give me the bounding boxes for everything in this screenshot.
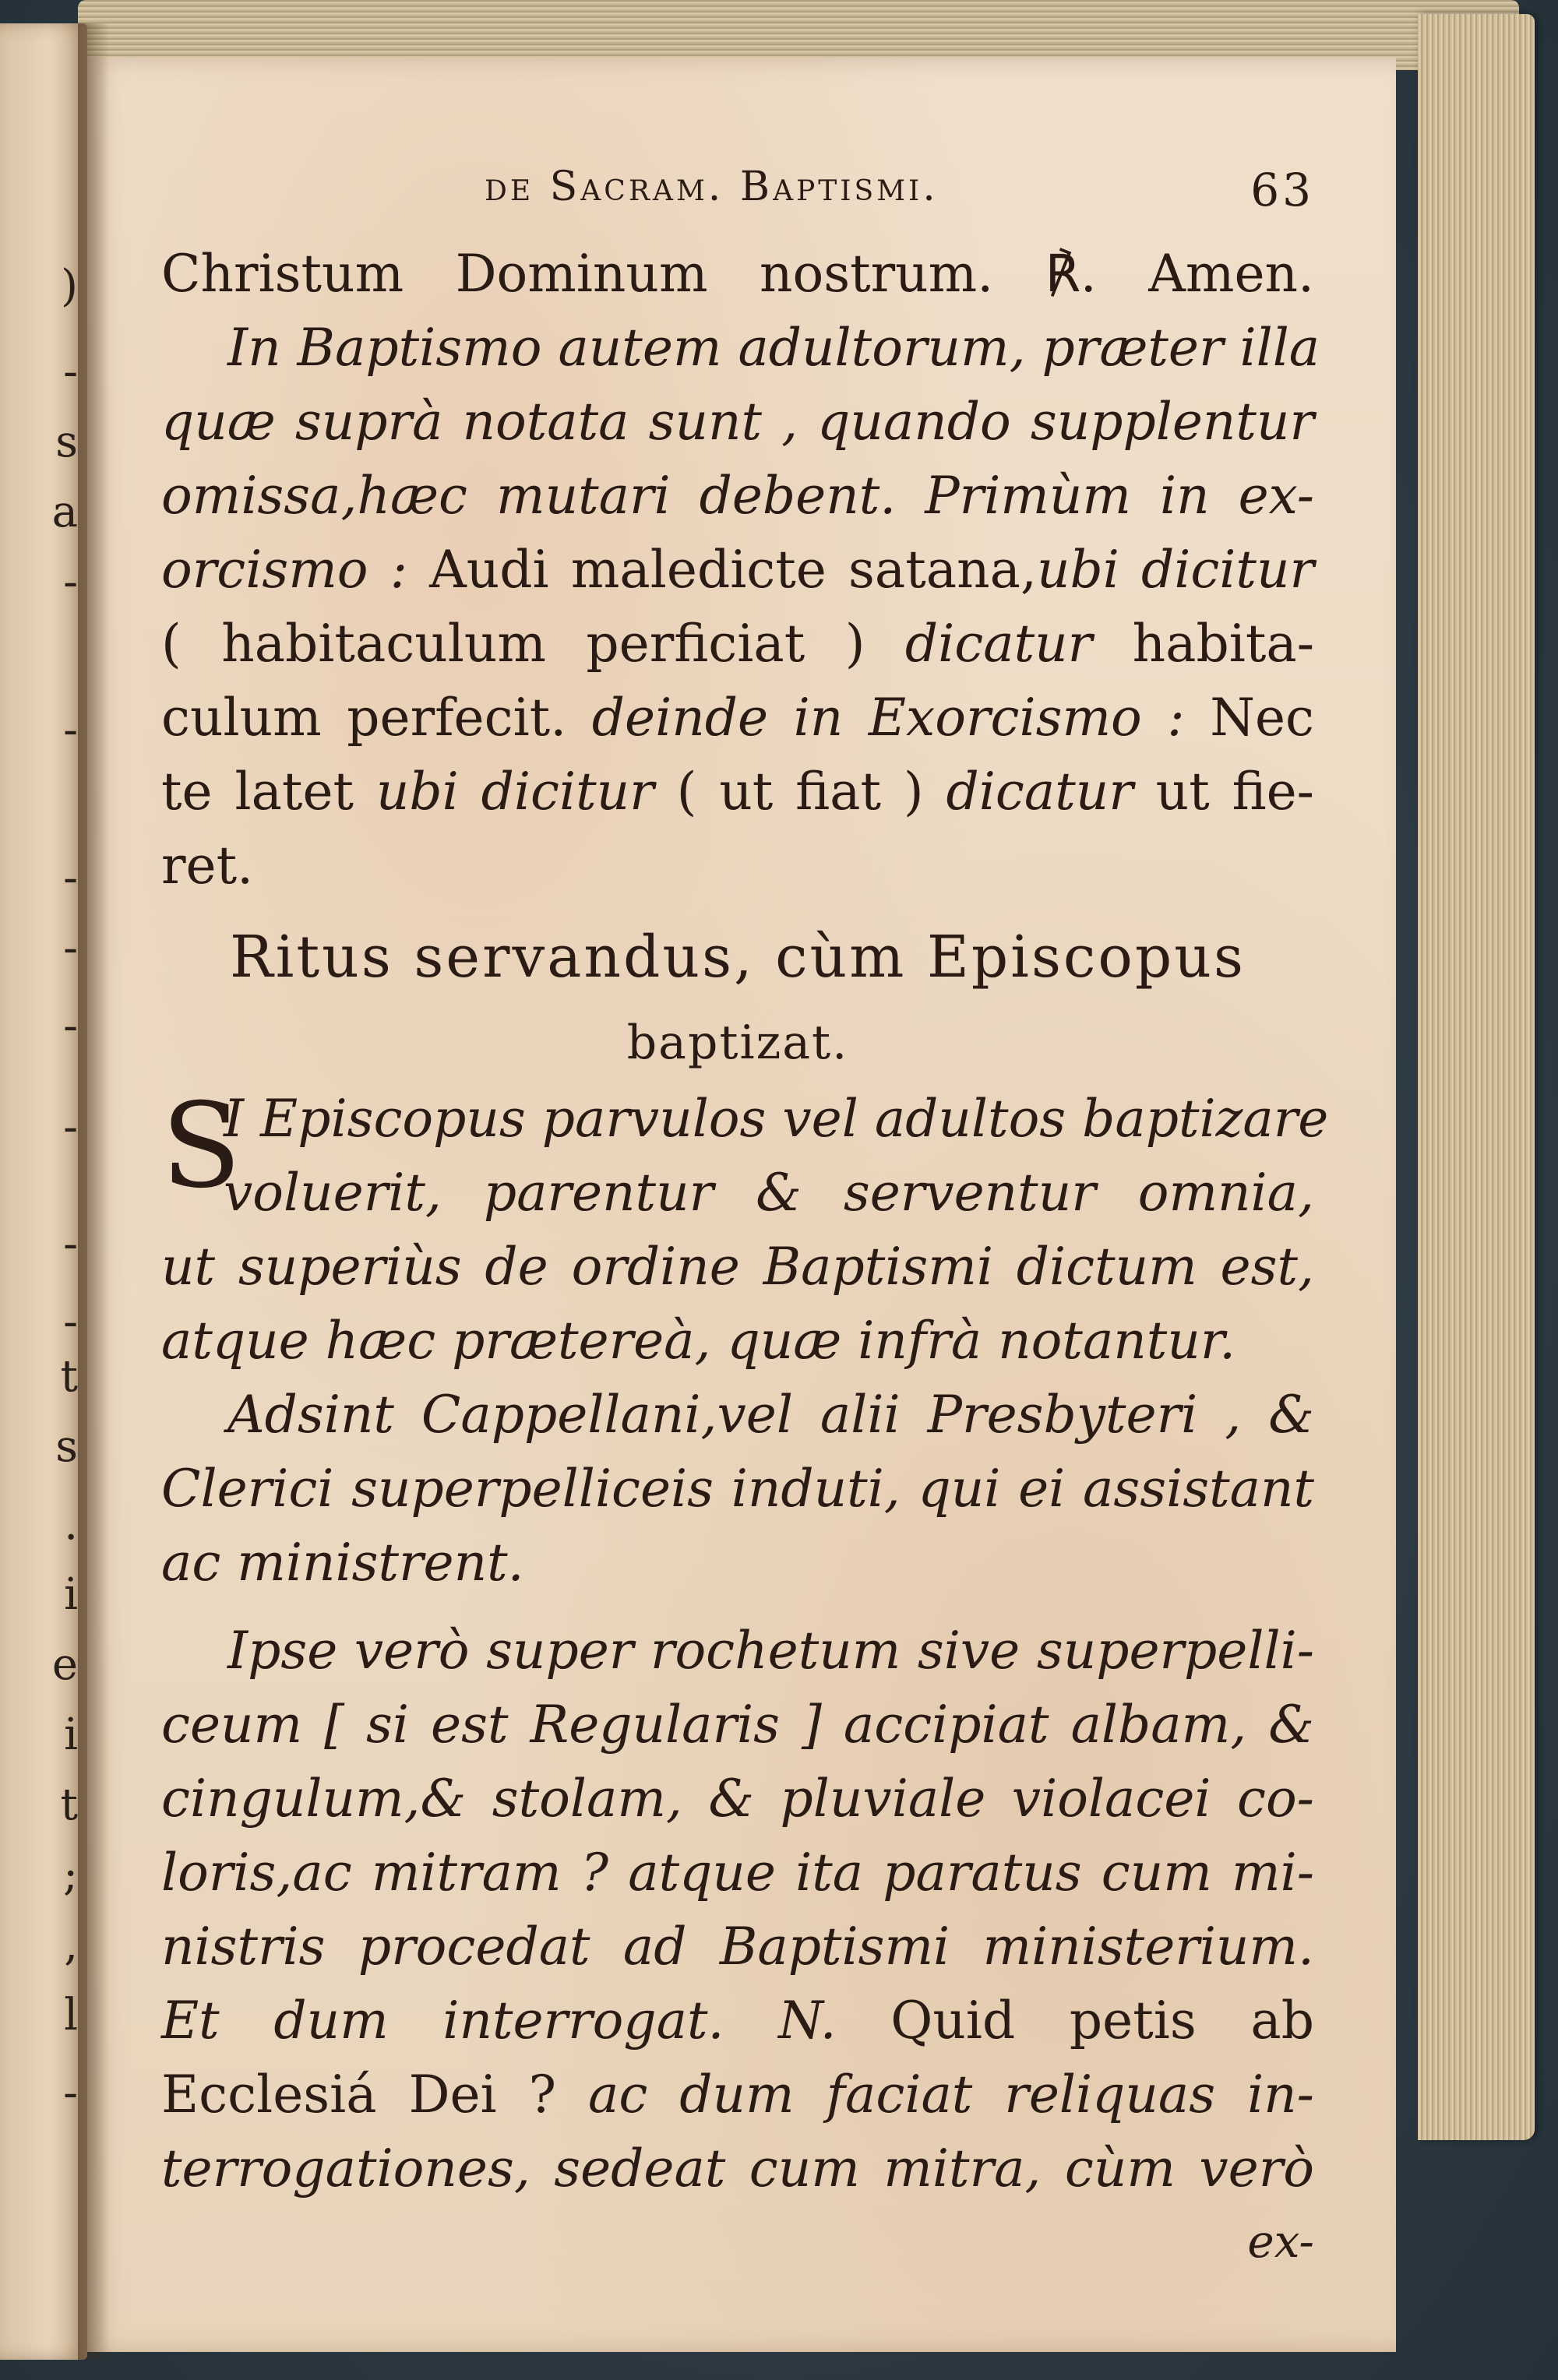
text-span: habita-	[1092, 614, 1314, 674]
text-span: ut fie-	[1133, 762, 1314, 822]
text-line	[161, 1526, 1314, 1600]
left-page-char: t	[60, 1780, 78, 1830]
text-line	[161, 2058, 1314, 2132]
text-line	[161, 1452, 1314, 1526]
section-heading: Ritus servandus, cùm Episcopus	[230, 924, 1246, 991]
book-fore-edge	[1418, 14, 1535, 2140]
left-page-char: ;	[63, 1850, 78, 1900]
text-line	[161, 2132, 1314, 2206]
text-line	[161, 1082, 1329, 1156]
text-span: orcismo :	[161, 540, 407, 600]
book-page	[87, 58, 1396, 2352]
drop-cap: S	[161, 1079, 241, 1214]
text-line	[161, 1984, 1314, 2058]
section-heading-continued: baptizat.	[626, 1016, 849, 1070]
page-gutter-shadow	[78, 23, 109, 2360]
page-text-block	[161, 151, 1329, 2273]
left-page-char: -	[63, 1102, 78, 1153]
left-page-char: -	[63, 2068, 78, 2118]
text-line	[161, 607, 1314, 681]
text-span: deinde in Exorcismo :	[591, 688, 1185, 748]
text-span: ( habitaculum perficiat )	[161, 614, 905, 674]
text-span: ( ut fiat )	[654, 762, 946, 822]
left-page-char: t	[60, 1351, 78, 1402]
text-line	[161, 681, 1314, 755]
text-span: ubi dicitur	[375, 762, 654, 822]
text-span: I Episcopus parvulos vel adultos baptizare	[224, 1089, 1329, 1149]
text-span: terrogationes, sedeat cum mitra, cùm verò	[161, 2139, 1314, 2199]
text-line	[161, 1836, 1314, 1910]
left-page-char: -	[63, 853, 78, 903]
left-page-char: .	[64, 1499, 78, 1550]
text-span: culum perfecit.	[161, 688, 592, 748]
text-span: Et dum interrogat.	[161, 1991, 779, 2051]
text-span: voluerit, parentur & serventur omnia,	[224, 1163, 1314, 1223]
text-line	[161, 1762, 1314, 1836]
text-span: ac ministrent.	[161, 1533, 524, 1593]
left-page-char: i	[64, 1709, 78, 1760]
text-span: In Baptismo autem adultorum, præter illa	[227, 318, 1320, 378]
text-span: ac dum faciat reliquas in-	[588, 2065, 1314, 2125]
text-span: Clerici superpelliceis induti, qui ei assistant	[161, 1459, 1314, 1519]
text-span: dicatur	[946, 762, 1133, 822]
text-line	[161, 311, 1320, 385]
text-span: ut superiùs de ordine Baptismi dictum est,	[161, 1237, 1314, 1297]
text-span: Christum Dominum nostrum. ℟. Amen.	[161, 244, 1314, 304]
text-line	[161, 1688, 1314, 1762]
text-line	[161, 385, 1314, 459]
running-header	[161, 151, 1314, 237]
text-span: ubi dicitur	[1036, 540, 1314, 600]
catchword: ex-	[1247, 2215, 1314, 2268]
text-line	[161, 533, 1314, 607]
left-page-char: i	[64, 1569, 78, 1620]
text-span: dicatur	[904, 614, 1093, 674]
text-span: Adsint Cappellani,vel alii Presbyteri , &	[227, 1385, 1314, 1445]
text-line	[161, 1156, 1314, 1230]
left-page-char: ,	[64, 1920, 78, 1970]
left-page-char: e	[51, 1639, 78, 1690]
text-line	[161, 1614, 1314, 1688]
running-title: de Sacram. Baptismi.	[485, 164, 939, 210]
text-line	[161, 1230, 1314, 1304]
text-line	[161, 1304, 1314, 1378]
text-span: ceum [ si est Regularis ] accipiat albam, &	[161, 1695, 1314, 1755]
page-number: 63	[1250, 164, 1314, 217]
left-page-char: )	[61, 261, 78, 312]
left-page-char: -	[63, 1297, 78, 1347]
left-page-char: -	[63, 1219, 78, 1269]
left-page-char: s	[55, 417, 78, 467]
paragraph-with-drop-cap	[161, 1079, 1329, 1230]
left-page-char: s	[55, 1421, 78, 1472]
text-line	[161, 1378, 1314, 1452]
left-page-char: -	[63, 923, 78, 973]
text-span: nistris procedat ad Baptismi ministerium.	[161, 1917, 1314, 1977]
text-span: Nec	[1184, 688, 1314, 748]
text-span: te latet	[161, 762, 376, 822]
text-span: Audi maledicte satana,	[407, 540, 1037, 600]
left-page-char: -	[63, 705, 78, 755]
text-span: N.	[778, 1991, 837, 2051]
left-page-char: l	[64, 1990, 78, 2040]
text-span: loris,ac mitram ? atque ita paratus cum mi-	[161, 1843, 1314, 1903]
text-line	[161, 829, 1314, 903]
text-span: cingulum,& stolam, & pluviale violacei co-	[161, 1769, 1314, 1829]
text-line	[161, 1910, 1314, 1984]
left-page-char: -	[63, 347, 78, 397]
text-line	[161, 459, 1314, 533]
text-span: Ecclesiá Dei ?	[161, 2065, 588, 2125]
left-page-char: -	[63, 557, 78, 607]
text-span: quæ suprà notata sunt , quando supplentur	[161, 392, 1314, 452]
text-line	[161, 237, 1314, 311]
left-page-char: -	[63, 1001, 78, 1051]
text-line	[161, 755, 1314, 829]
text-span: Ipse verò super rochetum sive superpelli-	[227, 1621, 1314, 1681]
text-span: atque hæc prætereà, quæ infrà notantur.	[161, 1311, 1236, 1371]
left-page-fragment	[0, 23, 87, 2360]
left-page-char: a	[51, 487, 78, 537]
text-span: omissa,hæc mutari debent. Primùm in ex-	[161, 466, 1314, 526]
text-span: ret.	[161, 836, 254, 896]
text-span: Quid petis ab	[836, 1991, 1314, 2051]
